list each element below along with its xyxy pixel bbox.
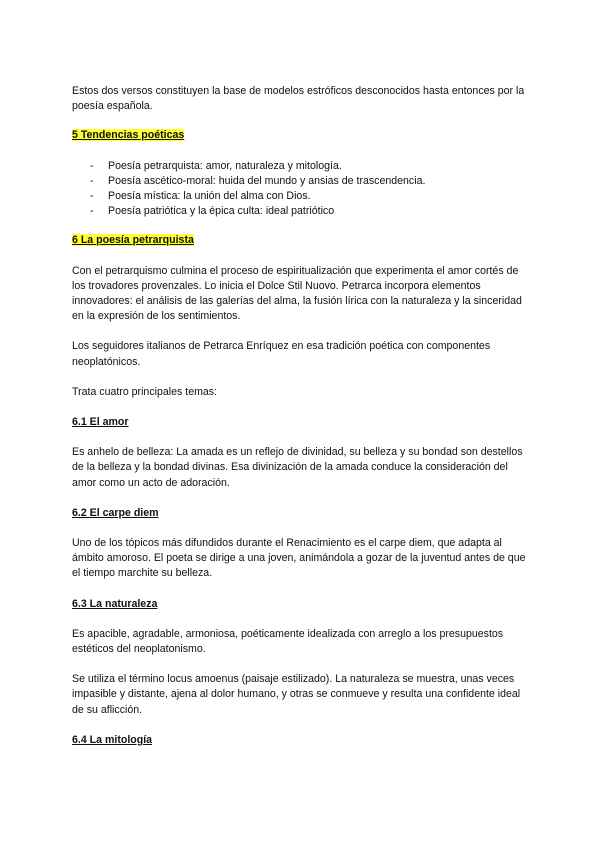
section-6-heading: 6 La poesía petrarquista [72,234,194,247]
list-item: - Poesía mística: la unión del alma con Dios. [72,189,532,204]
section-6-1-paragraph: Es anhelo de belleza: La amada es un reflejo de divinidad, su belleza y su bondad son destellos de la belleza y la bondad divinas. Esa divinización de la amada conduce la consideración del amor como un acto de adoración. [72,446,523,489]
list-item: - Poesía petrarquista: amor, naturaleza y mitología. [72,159,532,174]
tendencias-list [72,159,532,220]
section-6-2-heading: 6.2 El carpe diem [72,506,159,519]
section-6-3-paragraph-2: Se utiliza el término locus amoenus (paisaje estilizado). La naturaleza se muestra, unas veces impasible y distante, ajena al dolor humano, y otras se conmueve y resulta una confidente ideal de su aflicción. [72,673,521,716]
list-item: - Poesía ascético-moral: huida del mundo y ansias de trascendencia. [72,174,532,189]
list-dash: - [90,159,94,172]
section-6-paragraph-3: Trata cuatro principales temas: [72,385,218,398]
section-6-3-heading: 6.3 La naturaleza [72,597,158,610]
section-6-paragraph-2: Los seguidores italianos de Petrarca Enríquez en esa tradición poética con componentes neoplatónicos. [72,340,491,368]
section-6-1-heading: 6.1 El amor [72,416,129,429]
intro-paragraph: Estos dos versos constituyen la base de modelos estróficos desconocidos hasta entonces por la poesía española. [72,85,525,113]
list-item: - Poesía patriótica y la épica culta: ideal patriótico [72,204,532,219]
list-dash: - [90,190,94,203]
section-6-4-heading: 6.4 La mitología [72,733,153,746]
list-dash: - [90,205,94,218]
document-body [72,84,532,748]
section-6-2-paragraph: Uno de los tópicos más difundidos durante el Renacimiento es el carpe diem, que adapta al ámbito amoroso. El poeta se dirige a una joven, animándola a gozar de la juventud antes de que el tiempo marchite su belleza. [72,537,526,580]
section-6-paragraph-1: Con el petrarquismo culmina el proceso de espiritualización que experimenta el amor cortés de los trovadores provenzales. Lo inicia el Dolce Stil Nuovo. Petrarca incorpora elementos innovadores: el análisis de las galerías del alma, la fusión lírica con la naturaleza y la sinceridad en la expresión de los sentimientos. [72,264,522,323]
section-5-heading: 5 Tendencias poéticas [72,129,185,142]
list-dash: - [90,174,94,187]
section-6-3-paragraph-1: Es apacible, agradable, armoniosa, poéticamente idealizada con arreglo a los presupuestos estéticos del neoplatonismo. [72,627,504,656]
